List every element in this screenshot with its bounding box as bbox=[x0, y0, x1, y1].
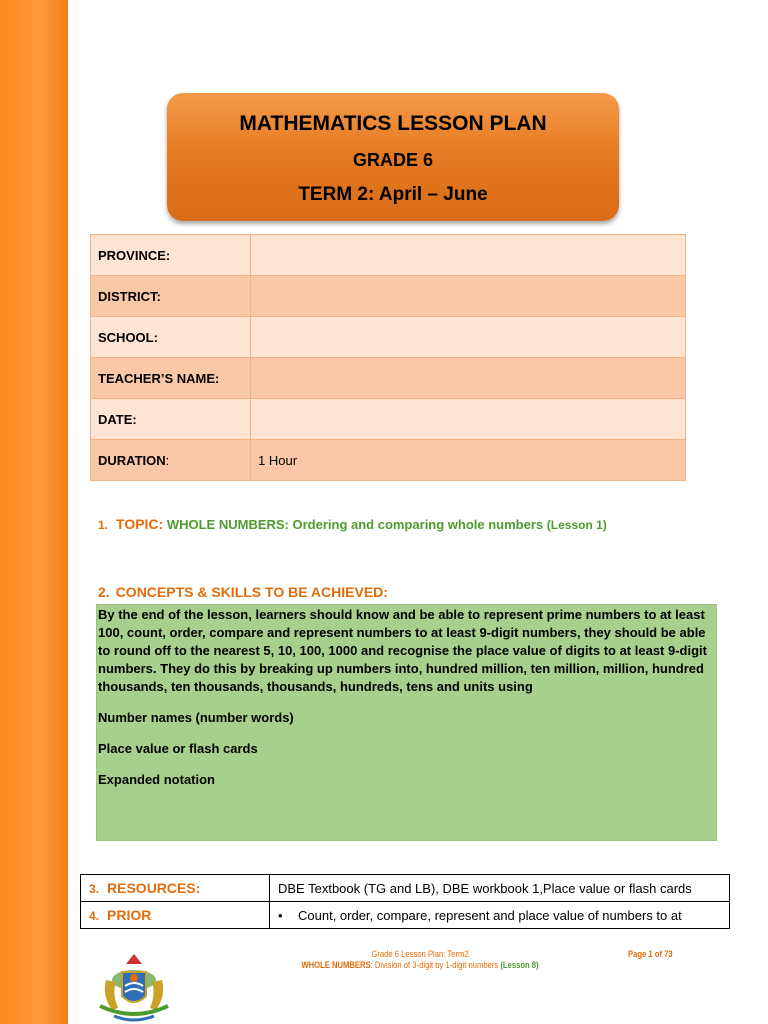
resources-number: 3. bbox=[89, 882, 100, 896]
duration-label-text: DURATION bbox=[98, 452, 166, 468]
prior-value bbox=[270, 902, 730, 929]
resources-table bbox=[80, 874, 730, 929]
province-value[interactable] bbox=[251, 235, 686, 276]
footer-line-2 bbox=[267, 960, 573, 971]
topic-lesson: (Lesson 1) bbox=[546, 518, 607, 532]
duration-colon: : bbox=[165, 452, 170, 468]
footer-line-1: Grade 6 Lesson Plan: Term2 bbox=[371, 949, 469, 959]
table-row bbox=[81, 875, 730, 902]
resources-value: DBE Textbook (TG and LB), DBE workbook 1,Place value or flash cards bbox=[270, 875, 730, 902]
footer-subtopic: : Division of 3-digit by 1-digit numbers bbox=[370, 960, 499, 970]
table-row bbox=[91, 235, 686, 276]
prior-label-text: PRIOR bbox=[107, 907, 152, 923]
concept-item-place-value: Place value or flash cards bbox=[98, 741, 258, 756]
table-row bbox=[91, 440, 686, 481]
footer-topic: WHOLE NUMBERS bbox=[301, 960, 371, 970]
school-label: SCHOOL: bbox=[91, 317, 251, 358]
duration-value: 1 Hour bbox=[251, 440, 686, 481]
concepts-box bbox=[96, 604, 717, 841]
concept-item-expanded-notation: Expanded notation bbox=[98, 772, 215, 787]
teacher-name-label: TEACHER’S NAME: bbox=[91, 358, 251, 399]
footer-lesson: (Lesson 8) bbox=[500, 960, 539, 970]
table-row bbox=[91, 317, 686, 358]
concepts-title: CONCEPTS & SKILLS TO BE ACHIEVED: bbox=[115, 584, 388, 600]
duration-label bbox=[91, 440, 251, 481]
title-banner bbox=[167, 93, 619, 221]
table-row bbox=[81, 902, 730, 929]
term-label: TERM 2: April – June bbox=[298, 184, 488, 205]
topic-label: TOPIC: bbox=[116, 516, 164, 532]
page-footer bbox=[267, 949, 573, 971]
prior-text: Count, order, compare, represent and place value of numbers to at bbox=[298, 907, 682, 923]
province-label: PROVINCE: bbox=[91, 235, 251, 276]
bullet-icon: • bbox=[278, 907, 283, 923]
school-info-table bbox=[90, 234, 686, 481]
topic-text: WHOLE NUMBERS: Ordering and comparing whole numbers bbox=[166, 517, 544, 532]
grade-label: GRADE 6 bbox=[352, 150, 433, 170]
concepts-heading bbox=[98, 584, 388, 600]
table-row bbox=[91, 399, 686, 440]
topic-heading bbox=[98, 516, 607, 532]
concepts-number: 2. bbox=[98, 584, 110, 600]
teacher-name-value[interactable] bbox=[251, 358, 686, 399]
date-label: DATE: bbox=[91, 399, 251, 440]
concept-item-number-names: Number names (number words) bbox=[98, 710, 294, 725]
prior-number: 4. bbox=[89, 909, 100, 923]
side-color-bar bbox=[0, 0, 68, 1024]
table-row bbox=[91, 358, 686, 399]
date-value[interactable] bbox=[251, 399, 686, 440]
topic-number: 1. bbox=[98, 518, 109, 532]
resources-label bbox=[81, 875, 270, 902]
table-row bbox=[91, 276, 686, 317]
school-value[interactable] bbox=[251, 317, 686, 358]
page-number: Page 1 of 73 bbox=[628, 949, 673, 959]
concepts-intro: By the end of the lesson, learners should know and be able to represent prime numbers to at least 100, count, order, compare and represent numbers to at least 9-digit numbers, they should be able to round off to the nearest 5, 10, 100, 1000 and recognise the place value of digits to at least 9-digit numbers. They do this by breaking up numbers into, hundred million, ten million, million, hundred thousands, ten thousands, thousands, hundreds, tens and units using bbox=[98, 607, 707, 694]
resources-label-text: RESOURCES: bbox=[107, 880, 201, 896]
prior-label bbox=[81, 902, 270, 929]
district-label: DISTRICT: bbox=[91, 276, 251, 317]
district-value[interactable] bbox=[251, 276, 686, 317]
document-title: MATHEMATICS LESSON PLAN bbox=[239, 112, 547, 135]
coat-of-arms-icon bbox=[92, 950, 176, 1024]
